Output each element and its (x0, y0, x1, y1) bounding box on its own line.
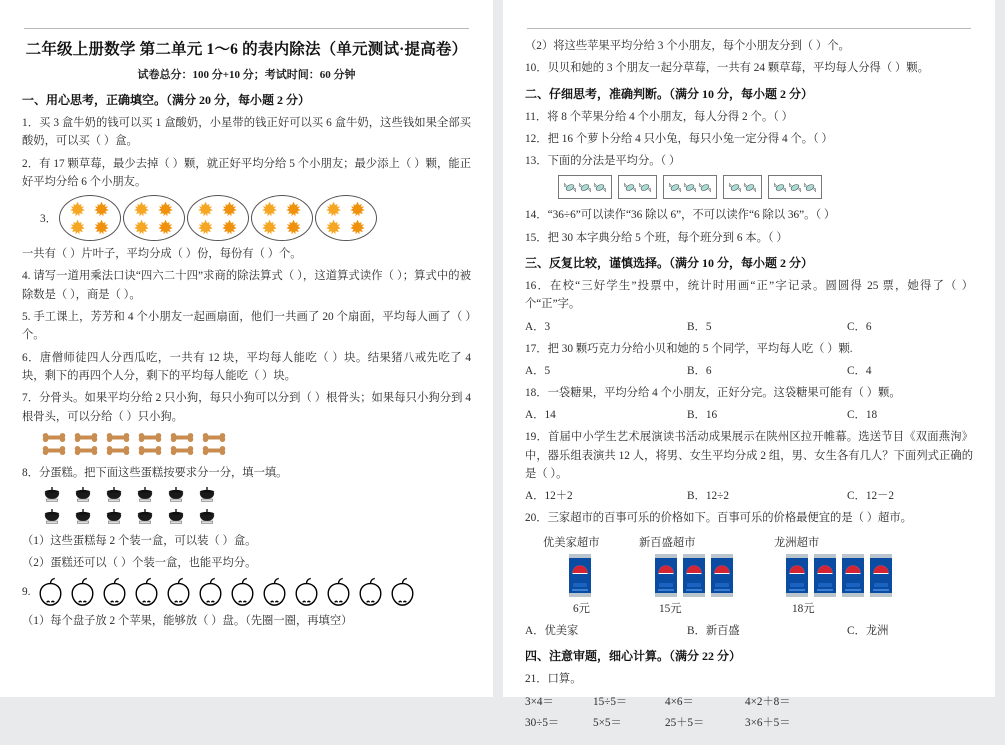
leaf-oval (59, 195, 121, 241)
maple-leaf-icon (261, 201, 278, 217)
can-group-2 (639, 552, 774, 599)
cake-icon (166, 487, 186, 503)
option-c[interactable]: C．18 (847, 409, 878, 422)
pepsi-can-icon (681, 552, 707, 599)
bone-icon (170, 445, 194, 456)
maple-leaf-icon (69, 201, 86, 217)
candy-box (558, 175, 612, 199)
option-a[interactable]: A．14 (525, 409, 556, 422)
question-21: 21．口算。 (525, 672, 582, 685)
bone-icon (138, 432, 162, 443)
store-name-2: 新百盛超市 (639, 536, 696, 549)
maple-leaf-icon (325, 219, 342, 235)
candy-box (663, 175, 717, 199)
maple-leaf-icon (133, 201, 150, 217)
option-a[interactable]: A．3 (525, 320, 551, 333)
leaf-oval (315, 195, 377, 241)
pepsi-can-icon (812, 552, 838, 599)
cake-icon (104, 509, 124, 525)
maple-leaf-icon (285, 219, 302, 235)
question-7: 7．分骨头。如果平均分给 2 只小狗，每只小狗可以分到（ ）根骨头；如果每只小狗分到 4 根骨头，可以分给（ ）只小狗。 (22, 392, 471, 423)
page-title: 二年级上册数学 第二单元 1～6 的表内除法（单元测试·提高卷） (25, 41, 468, 58)
page-right (503, 0, 995, 730)
cake-icon (135, 509, 155, 525)
option-c[interactable]: C．6 (847, 320, 872, 333)
maple-leaf-icon (197, 219, 214, 235)
bone-row (42, 432, 471, 443)
pepsi-can-icon (653, 552, 679, 599)
section-heading-three: 三、反复比较，谨慎选择。（满分 10 分，每小题 2 分） (525, 256, 814, 271)
bone-icon (170, 432, 194, 443)
candy-icon (578, 181, 592, 194)
store-name-1: 优美家超市 (543, 536, 600, 549)
maple-leaf-icon (285, 201, 302, 217)
option-a[interactable]: A．12＋2 (525, 490, 573, 503)
pepsi-can-icon (840, 552, 866, 599)
cake-icon (42, 509, 62, 525)
header-rule (24, 28, 469, 29)
store-name-3: 龙洲超市 (774, 536, 820, 549)
cake-icon (197, 509, 217, 525)
question-10: 10．贝贝和她的 3 个朋友一起分草莓，一共有 24 颗草莓，平均每人分得（ ）颗。 (525, 62, 929, 75)
question-6: 6．唐僧师徒四人分西瓜吃，一共有 12 块，平均每人能吃（ ）块。结果猪八戒先吃了 4 块，剩下的再四个人分，剩下的平均每人能吃（ ）块。 (22, 351, 471, 382)
maple-leaf-icon (93, 201, 110, 217)
price-1: 6元 (573, 602, 590, 615)
question-9-1: （1）每个盘子放 2 个苹果，能够放（ ）盘。（先圈一圈，再填空） (22, 614, 353, 627)
question-8-2: （2）蛋糕还可以（ ）个装一盒，也能平均分。 (22, 557, 257, 570)
can-group-1 (543, 552, 639, 599)
question-16: 16．在校“三好学生”投票中，统计时用画“正”字记录。圆圆得 25 票，她得了（ ）个“正”字。 (525, 280, 973, 311)
question-11: 11．将 8 个苹果分给 4 个小朋友，每人分得 2 个。（ ） (525, 110, 793, 123)
price-2: 15元 (659, 602, 682, 615)
store-name-row (543, 534, 973, 550)
candy-icon (698, 181, 712, 194)
bone-icon (202, 445, 226, 456)
option-c[interactable]: C．12－2 (847, 490, 895, 503)
question-3-number: 3． (40, 213, 57, 226)
calc-row-1 (525, 692, 973, 713)
option-a[interactable]: A．5 (525, 365, 551, 378)
bone-icon (202, 432, 226, 443)
header-rule-right (527, 28, 971, 29)
maple-leaf-icon (197, 201, 214, 217)
option-b[interactable]: B．16 (687, 409, 718, 422)
section-heading-two: 二、仔细思考，准确判断。（满分 10 分，每小题 2 分） (525, 86, 814, 101)
option-c[interactable]: C．4 (847, 365, 872, 378)
calc-item: 15÷5＝ (593, 696, 628, 709)
section-heading-four: 四、注意审题，细心计算。（满分 22 分） (525, 648, 742, 663)
figure-pepsi-cans (543, 552, 973, 599)
cake-icon (42, 487, 62, 503)
apple-icon (260, 577, 289, 607)
question-3-text: 一共有（ ）片叶子，平均分成（ ）份，每份有（ ）个。 (22, 248, 302, 261)
option-b[interactable]: B．5 (687, 320, 712, 333)
apple-icon (228, 577, 257, 607)
question-20: 20．三家超市的百事可乐的价格如下。百事可乐的价格最便宜的是（ ）超市。 (525, 512, 912, 525)
figure-apples (22, 577, 471, 607)
cake-row (42, 487, 471, 503)
question-5: 5. 手工课上，芳芳和 4 个小朋友一起画扇面，他们一共画了 20 个扇面，平均每人画了（ ）个。 (22, 311, 471, 342)
candy-icon (638, 181, 652, 194)
question-15: 15．把 30 本字典分给 5 个班，每个班分到 6 本。（ ） (525, 231, 788, 244)
apple-icon (292, 577, 321, 607)
candy-icon (788, 181, 802, 194)
question-19-options (525, 487, 973, 505)
option-c[interactable]: C．龙洲 (847, 624, 889, 637)
question-18: 18．一袋糖果，平均分给 4 个小朋友，正好分完。这袋糖果可能有（ ）颗。 (525, 387, 901, 400)
figure-candy-boxes (558, 175, 973, 199)
bone-icon (42, 432, 66, 443)
can-group-3 (774, 552, 973, 599)
pepsi-can-icon (784, 552, 810, 599)
figure-bones (42, 432, 471, 456)
bone-icon (42, 445, 66, 456)
maple-leaf-icon (221, 219, 238, 235)
apple-icon (388, 577, 417, 607)
candy-box (618, 175, 657, 199)
option-b[interactable]: B．12÷2 (687, 490, 729, 503)
apple-icon (36, 577, 65, 607)
option-b[interactable]: B．新百盛 (687, 624, 740, 637)
cake-icon (166, 509, 186, 525)
bone-icon (74, 432, 98, 443)
figure-leaf-ovals (40, 195, 471, 241)
price-row (543, 600, 973, 616)
apple-icon (324, 577, 353, 607)
cake-icon (73, 487, 93, 503)
maple-leaf-icon (221, 201, 238, 217)
candy-icon (683, 181, 697, 194)
bone-row (42, 445, 471, 456)
calc-item: 30÷5＝ (525, 717, 560, 730)
calc-item: 25＋5＝ (665, 717, 705, 730)
candy-icon (668, 181, 682, 194)
candy-icon (773, 181, 787, 194)
apple-icon (196, 577, 225, 607)
bone-icon (106, 445, 130, 456)
maple-leaf-icon (157, 219, 174, 235)
page-subtitle: 试卷总分：100 分+10 分；考试时间：60 分钟 (137, 69, 356, 81)
candy-icon (743, 181, 757, 194)
question-1: 1．买 3 盒牛奶的钱可以买 1 盒酸奶，小星带的钱正好可以买 6 盒牛奶，这些钱如果全部买酸奶，可以买（ ）盒。 (22, 117, 471, 148)
apple-icon (164, 577, 193, 607)
candy-icon (593, 181, 607, 194)
price-3: 18元 (792, 602, 815, 615)
option-b[interactable]: B．6 (687, 365, 712, 378)
question-9-2: （2）将这些苹果平均分给 3 个小朋友，每个小朋友分到（ ）个。 (525, 40, 850, 52)
candy-icon (623, 181, 637, 194)
question-9-number: 9. (22, 585, 31, 598)
figure-cakes (42, 487, 471, 525)
section-heading-one: 一、用心思考，正确填空。（满分 20 分，每小题 2 分） (22, 93, 311, 107)
question-4: 4. 请写一道用乘法口诀“四六二十四”求商的除法算式（ ），这道算式读作（ ）；算式中的被除数是（ ），商是（ ）。 (22, 270, 471, 301)
cake-icon (104, 487, 124, 503)
leaf-oval (187, 195, 249, 241)
maple-leaf-icon (133, 219, 150, 235)
calc-item: 3×4＝ (525, 696, 554, 709)
candy-icon (563, 181, 577, 194)
maple-leaf-icon (349, 219, 366, 235)
maple-leaf-icon (261, 219, 278, 235)
cake-icon (73, 509, 93, 525)
maple-leaf-icon (69, 219, 86, 235)
pepsi-can-icon (709, 552, 735, 599)
apple-icon (356, 577, 385, 607)
bone-icon (138, 445, 162, 456)
question-18-options (525, 406, 973, 424)
question-14: 14．“36÷6”可以读作“36 除以 6”，不可以读作“6 除以 36”。（ ） (525, 209, 836, 222)
apple-icon (100, 577, 129, 607)
question-2: 2．有 17 颗草莓，最少去掉（ ）颗，就正好平均分给 5 个小朋友；最少添上（ ）颗，能正好平均分给 6 个小朋友。 (22, 157, 471, 188)
cake-row (42, 509, 471, 525)
apple-icon (68, 577, 97, 607)
calc-row-2 (525, 713, 973, 734)
question-20-options (525, 622, 973, 640)
cake-icon (197, 487, 217, 503)
maple-leaf-icon (157, 201, 174, 217)
calc-item: 3×6＋5＝ (745, 717, 791, 730)
bone-icon (106, 432, 130, 443)
candy-box (723, 175, 762, 199)
page-left (0, 0, 493, 697)
cake-icon (135, 487, 155, 503)
option-a[interactable]: A．优美家 (525, 624, 579, 637)
pepsi-can-icon (868, 552, 894, 599)
question-17-options (525, 362, 973, 380)
leaf-oval (123, 195, 185, 241)
question-17: 17．把 30 颗巧克力分给小贝和她的 5 个同学，平均每人吃（ ）颗. (525, 342, 853, 355)
leaf-oval (251, 195, 313, 241)
maple-leaf-icon (93, 219, 110, 235)
calc-item: 5×5＝ (593, 717, 622, 730)
candy-icon (728, 181, 742, 194)
candy-icon (803, 181, 817, 194)
question-16-options (525, 318, 973, 336)
pepsi-can-icon (567, 552, 593, 599)
apple-icon (132, 577, 161, 607)
candy-box (768, 175, 822, 199)
calc-item: 4×2＋8＝ (745, 696, 791, 709)
bone-icon (74, 445, 98, 456)
question-13: 13．下面的分法是平均分。（ ） (525, 155, 681, 168)
calc-item: 4×6＝ (665, 696, 694, 709)
question-8: 8．分蛋糕。把下面这些蛋糕按要求分一分，填一填。 (22, 466, 288, 479)
question-19: 19．首届中小学生艺术展演读书活动成果展示在陕州区拉开帷幕。选送节目《双面燕洵》中，器乐组表演共 12 人，将男、女生平均分成 2 组，男、女生各有几人？下面列式正确的是（ ）。 (525, 431, 973, 481)
question-12: 12．把 16 个萝卜分给 4 只小兔，每只小兔一定分得 4 个。（ ） (525, 132, 833, 145)
maple-leaf-icon (349, 201, 366, 217)
question-8-1: （1）这些蛋糕每 2 个装一盒，可以装（ ）盒。 (22, 535, 257, 548)
maple-leaf-icon (325, 201, 342, 217)
